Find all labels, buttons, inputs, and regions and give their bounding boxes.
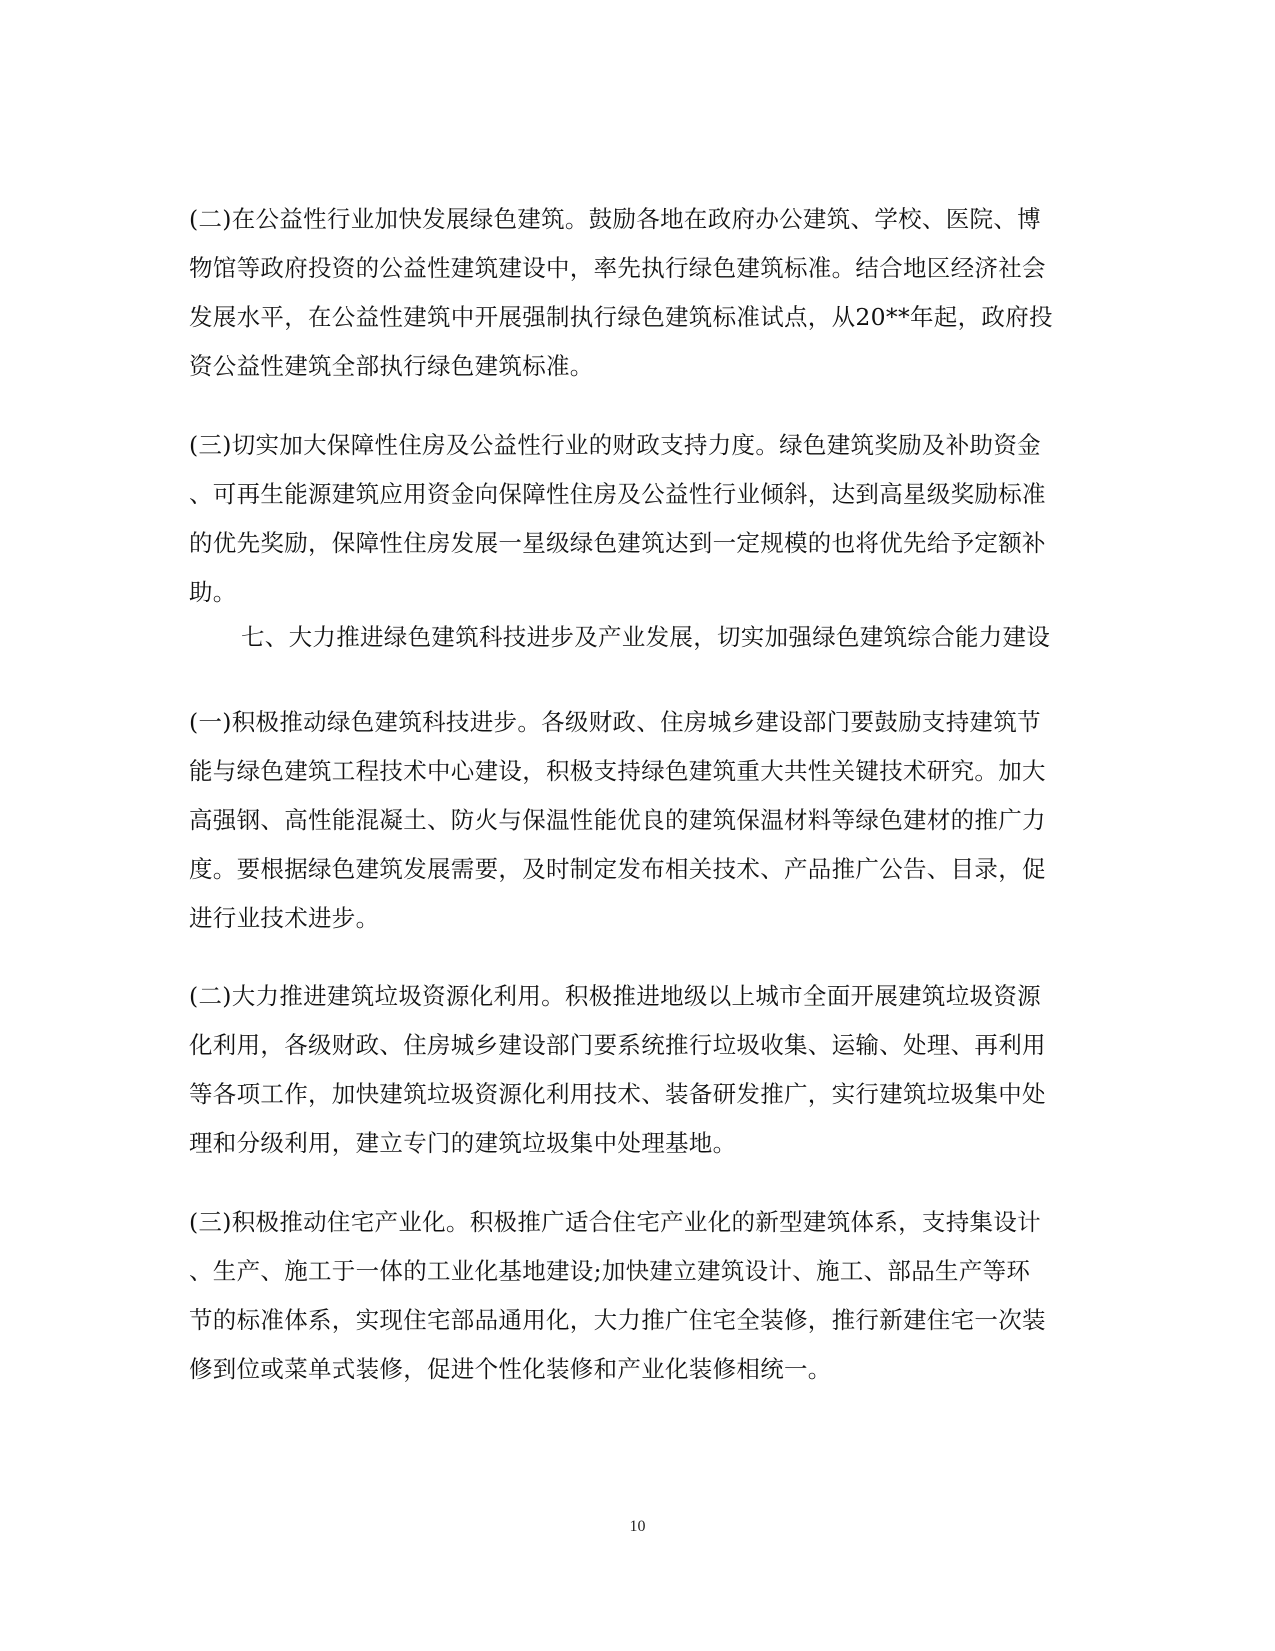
text-line: 、可再生能源建筑应用资金向保障性住房及公益性行业倾斜，达到高星级奖励标准 [189,480,1046,508]
text-line: 、生产、施工于一体的工业化基地建设;加快建立建筑设计、施工、部品生产等环 [189,1257,1031,1285]
text-line: 节的标准体系，实现住宅部品通用化，大力推广住宅全装修，推行新建住宅一次装 [189,1306,1046,1334]
text-line: 理和分级利用，建立专门的建筑垃圾集中处理基地。 [189,1129,737,1157]
text-line: (二)在公益性行业加快发展绿色建筑。鼓励各地在政府办公建筑、学校、医院、博 [189,205,1041,233]
section-heading: 七、大力推进绿色建筑科技进步及产业发展，切实加强绿色建筑综合能力建设 [241,623,1051,651]
text-line: 高强钢、高性能混凝土、防火与保温性能优良的建筑保温材料等绿色建材的推广力 [189,806,1046,834]
paragraph-waste-recycling [189,972,1089,1168]
text-line: 修到位或菜单式装修，促进个性化装修和产业化装修相统一。 [189,1355,832,1383]
text-line: 资公益性建筑全部执行绿色建筑标准。 [189,352,594,380]
paragraph-public-welfare-green-building [189,195,1089,391]
text-line: (一)积极推动绿色建筑科技进步。各级财政、住房城乡建设部门要鼓励支持建筑节 [189,708,1041,736]
text-line: 发展水平，在公益性建筑中开展强制执行绿色建筑标准试点，从20**年起，政府投 [189,303,1053,331]
text-line: 等各项工作，加快建筑垃圾资源化利用技术、装备研发推广，实行建筑垃圾集中处 [189,1080,1046,1108]
paragraph-housing-industrialization [189,1198,1089,1394]
paragraph-tech-progress [189,698,1089,943]
page-number: 10 [629,1518,646,1535]
text-line: 助。 [189,578,237,606]
text-line: (三)切实加大保障性住房及公益性行业的财政支持力度。绿色建筑奖励及补助资金 [189,431,1041,459]
text-line: (二)大力推进建筑垃圾资源化利用。积极推进地级以上城市全面开展建筑垃圾资源 [189,982,1041,1010]
text-line: 进行业技术进步。 [189,904,380,932]
text-line: 的优先奖励，保障性住房发展一星级绿色建筑达到一定规模的也将优先给予定额补 [189,529,1046,557]
paragraph-financial-support [189,421,1089,617]
text-line: 物馆等政府投资的公益性建筑建设中，率先执行绿色建筑标准。结合地区经济社会 [189,254,1046,282]
text-line: 度。要根据绿色建筑发展需要，及时制定发布相关技术、产品推广公告、目录，促 [189,855,1046,883]
text-line: 能与绿色建筑工程技术中心建设，积极支持绿色建筑重大共性关键技术研究。加大 [189,757,1046,785]
text-line: 化利用，各级财政、住房城乡建设部门要系统推行垃圾收集、运输、处理、再利用 [189,1031,1046,1059]
text-line: (三)积极推动住宅产业化。积极推广适合住宅产业化的新型建筑体系，支持集设计 [189,1208,1041,1236]
